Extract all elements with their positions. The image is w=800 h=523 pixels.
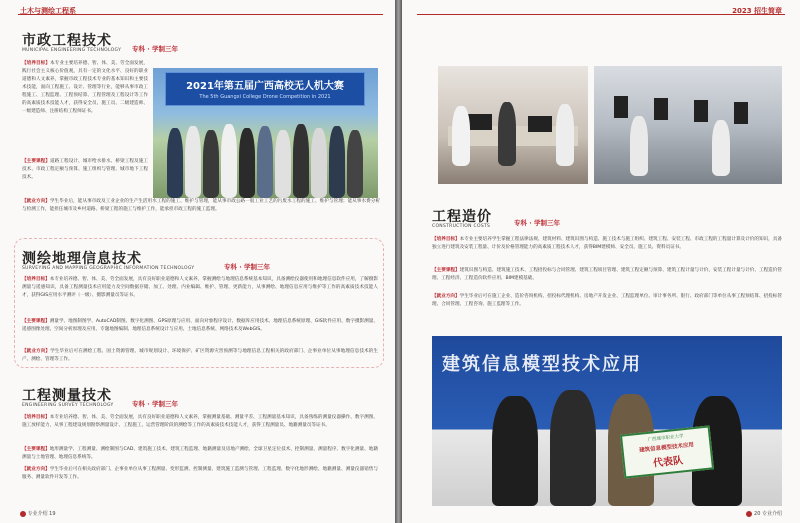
monitor	[734, 102, 748, 124]
sign-program: 建筑信息模型技术应用	[638, 442, 695, 454]
person-figure	[293, 124, 309, 198]
person-figure	[221, 124, 237, 198]
section-subtitle-construction-costs: CONSTRUCTION COSTS	[432, 224, 491, 229]
laptop	[528, 116, 552, 132]
book-spine	[395, 0, 402, 523]
surveying-gis-career: 【就业方向】学生毕业后可在测绘工程、国土资源管理、城市规划设计、环境保护、矿区资源灾害预测等与地理信息工程相关的政府部门、企事业单位从事地理信息技术的生产、测绘、管理等工作。	[22, 349, 378, 362]
monitor	[614, 96, 628, 118]
paragraph-label: 【就业方向】	[22, 467, 50, 472]
classroom-photo-left	[438, 66, 588, 184]
section-title-surveying-gis: 测绘地理信息技术	[22, 251, 142, 267]
team-sign	[620, 425, 714, 478]
right-header: 2023 招生简章	[732, 7, 782, 15]
team-photo	[432, 336, 782, 506]
section-tag-surveying-gis: 专科 · 学制三年	[224, 263, 270, 271]
footer-dot	[20, 511, 26, 517]
paragraph-label: 【主要课程】	[432, 268, 460, 273]
section-title-engineering-survey: 工程测量技术	[22, 388, 112, 404]
person-figure	[185, 126, 201, 198]
banner-title: 2021年第五届广西高校无人机大赛	[186, 81, 344, 92]
paragraph-label: 【主要课程】	[22, 159, 51, 164]
person-figure	[203, 130, 219, 198]
paragraph-label: 【主要课程】	[22, 447, 50, 452]
person-figure	[556, 104, 574, 166]
monitor	[694, 100, 708, 122]
section-tag-engineering-survey: 专科 · 学制三年	[132, 400, 178, 408]
footer-dot	[746, 511, 752, 517]
construction-costs-goal: 【培养目标】本专业主要培养学生掌握工程法律法规、建筑材料、建筑识图与构造、施工技术与施工组织、建筑工程、安装工程、市政工程的工程量计算及计价的知识，具备独立进行建筑及安装工程量、计价及价格管理能力的高素质工程技术人才，获得BIM建模师、安全员、施工员、资料员证书。	[432, 237, 782, 250]
classroom-photo-right	[594, 66, 782, 184]
person-figure	[311, 128, 327, 198]
paragraph-label: 【培养目标】	[22, 277, 50, 282]
sign-school: 广西城市职业大学	[647, 434, 684, 443]
sign-team: 代表队	[652, 455, 684, 470]
municipal-goal: 【培养目标】本专业主要培养德、智、体、美、劳全面发展，践行社会主义核心价值观，具有一定的文化水平、良好的职业道德和人文素养，掌握市政工程技术专业的基本知识和主要技术技能，面向工程施工、设计、管理等行业，能够从事市政工程施工、工程监理、工程预结算、工程管理及工程设计等工作的高素质技术技能人才，获得安全员、施工员、二级建造师、一级建造师、注册结构工程师证书。	[22, 61, 148, 114]
banner-english: The 5th Guangxi College Drone Competition in 2021	[199, 94, 331, 100]
person-figure	[275, 130, 291, 198]
construction-costs-career: 【就业方向】学生毕业后可在施工企业、造价咨询机构、招投标代理机构、房地产开发企业、工程监理单位、审计事务所、银行、政府部门等单位从事工程预结算、招投标管理、合同管理、工程咨询、施工监理等工作。	[432, 294, 782, 307]
person-figure	[452, 106, 470, 166]
municipal-courses: 【主要课程】道路工程设计、城市给水排水、桥梁工程及施工技术、市政工程定额与预算、施工组织与管理、城市地下工程技术。	[22, 159, 148, 180]
surveying-gis-goal: 【培养目标】本专业培养德、智、体、美、劳全面发展，具有良好职业道德和人文素养，掌握测绘与地理信息系统基本知识，具备测绘仪器使用和地理信息软件应用，了解摄影测量与遥感知识，具备工程测量技术应用能力及空间数据存储、加工、处理、内业编辑、维护、管理、更新能力，从事测绘、地理信息应用与维护等工作的高素质技术技能人才，获得GIS应用水平测评（一级）、摄影测量员等证书。	[22, 277, 378, 298]
left-header: 土木与测绘工程系	[20, 7, 76, 15]
section-title-construction-costs: 工程造价	[432, 209, 492, 225]
person-figure	[550, 390, 596, 506]
person-figure	[239, 128, 255, 198]
section-tag-construction-costs: 专科 · 学制三年	[514, 219, 560, 227]
left-footer: 专业介绍 19	[20, 510, 56, 517]
paragraph-label: 【主要课程】	[22, 319, 50, 324]
engineering-survey-goal: 【培养目标】本专业培养德、智、体、美、劳全面发展，具有良好职业道德和人文素养，掌握测量基础、测量平差、工程测量基本知识，具备熟练的测量仪器操作、数字测图、施工放样能力，从事工程建设规划勘察测量设计、工程施工、运营管理阶段的测绘等工作的高素质技术技能人才，获得工程测量员、地籍测量员等证书。	[22, 415, 378, 428]
paragraph-label: 【培养目标】	[432, 237, 460, 242]
paragraph-label: 【就业方向】	[22, 349, 51, 354]
person-figure	[498, 102, 516, 166]
person-figure	[257, 126, 273, 198]
person-figure	[167, 128, 183, 198]
person-figure	[630, 116, 648, 176]
right-page	[402, 0, 800, 523]
municipal-career: 【就业方向】学生毕业后，能从事市政及工业企业的生产生活用水工程的施工、维护与管理，能从事市政公路一般工业工艺的污废水工程的施工、维护与管理；能从事水费分析与检测工作，能担任城市及乡村道路、桥梁工程的施工与维护工作，能承担市政工程的施工监理。	[22, 199, 380, 212]
competition-banner	[165, 72, 365, 106]
section-tag-municipal: 专科 · 学制三年	[132, 45, 178, 53]
person-figure	[712, 120, 730, 176]
header-rule	[417, 14, 785, 15]
paragraph-label: 【培养目标】	[22, 61, 51, 66]
section-title-municipal: 市政工程技术	[22, 33, 112, 49]
left-page	[0, 0, 395, 523]
engineering-survey-courses: 【主要课程】地形测量学、工程测量、测绘制图与CAD、建筑施工技术、建筑工程监理、地籍测量及房地产测绘、全球卫星定位技术、控制测量、测量程序、数字化测量、地籍测量与土地管理、地理信息系统等。	[22, 447, 378, 460]
monitor	[654, 98, 668, 120]
paragraph-label: 【就业方向】	[22, 199, 50, 204]
engineering-survey-career: 【就业方向】学生毕业后可在相关政府部门、企事业单位从事工程测量、变形监测、控制测量、建筑施工监测与管理、工程监理、数字化地形测绘、地籍测量、测量仪器销售与服务、测量软件开发等工作。	[22, 467, 378, 480]
person-figure	[492, 396, 538, 506]
right-footer: 20 专业介绍	[746, 510, 782, 517]
surveying-gis-courses: 【主要课程】测量学、地图制图学、AutoCAD制图、数字化测图、GPS原理与应用、面向对象程序设计、数据库应用技术、地理信息系统原理、GIS软件应用、数字摄影测量、遥感图像处理、空间分析原理及应用、专题地图编制、地理信息系统设计与应用、土地信息系统、网络技术及WebGIS。	[22, 319, 378, 332]
person-figure	[329, 126, 345, 198]
section-subtitle-engineering-survey: ENGINEERING SURVEY TECHNOLOGY	[22, 403, 114, 408]
paragraph-label: 【培养目标】	[22, 415, 50, 420]
drone-competition-photo	[153, 68, 378, 198]
section-subtitle-surveying-gis: SURVEYING AND MAPPING GEOGRAPHIC INFORMATION TECHNOLOGY	[22, 266, 195, 271]
section-subtitle-municipal: MUNICIPAL ENGINEERING TECHNOLOGY	[22, 48, 122, 53]
person-figure	[347, 130, 363, 198]
construction-costs-courses: 【主要课程】建筑识图与构造、建筑施工技术、工程招投标与合同管理、建筑工程项目管理、建筑工程定额与预算、建筑工程计量与计价、安装工程计量与计价、工程造价管理、工程经济、工程造价软件应用、BIM建模基础。	[432, 268, 782, 281]
laptop	[468, 114, 492, 130]
paragraph-label: 【就业方向】	[432, 294, 460, 299]
backdrop-text: 建筑信息模型技术应用	[442, 354, 642, 375]
